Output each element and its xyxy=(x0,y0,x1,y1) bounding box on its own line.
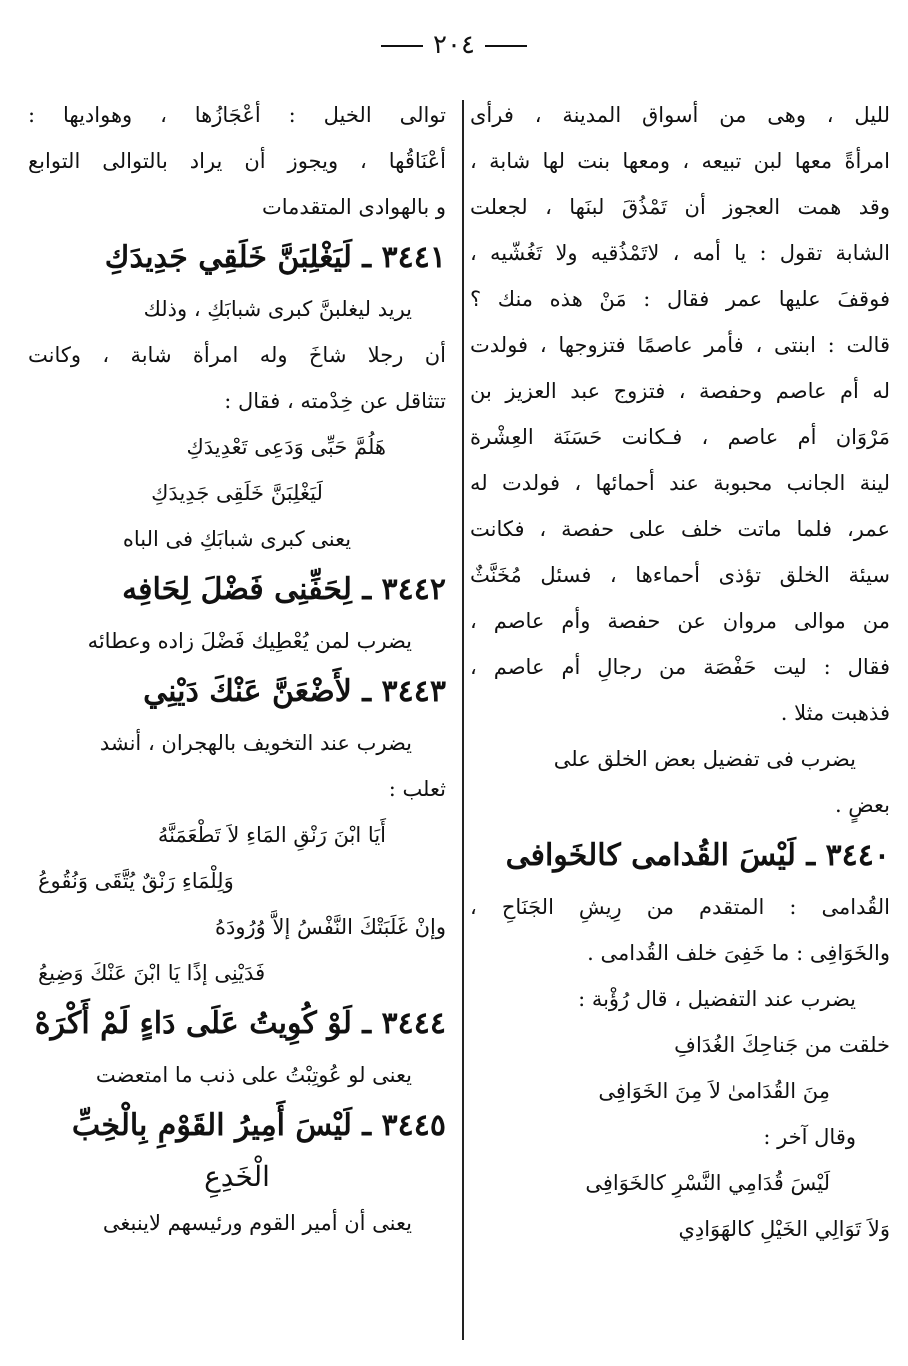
text-line: بعضٍ . xyxy=(834,793,890,817)
text-line: يضرب عند التخويف بالهجران ، أنشد xyxy=(99,731,412,755)
text-line: قالت : ابنتى ، فأمر عاصمًا فتزوجها ، فولدت xyxy=(470,333,890,357)
header-dash xyxy=(485,45,527,47)
text-line: يعنى لو عُوتِبْتُ على ذنب ما امتعضت xyxy=(95,1063,412,1087)
text-line: أعْنَاقُها ، ويجوز أن يراد بالتوالى التوابع xyxy=(28,149,446,173)
text-line: مَرْوَان أم عاصم ، فـكانت حَسَنَة العِشْرة xyxy=(470,425,890,449)
text-line: لينة الجانب محبوبة عند أحمائها ، فولدت له xyxy=(470,471,890,495)
text-line: يريد ليغلبنَّ كبرى شبابَكِ ، وذلك xyxy=(143,297,412,321)
text-line: يعنى أن أمير القوم ورئيسهم لاينبغى xyxy=(102,1211,412,1235)
text-line: امرأةً معها لبن تبيعه ، ومعها بنت لها شابة ، xyxy=(470,149,890,173)
text-line: أن رجلا شاخَ وله امرأة شابة ، وكانت xyxy=(28,343,446,367)
text-line: تتثاقل عن خِدْمته ، فقال : xyxy=(224,389,446,413)
proverb-heading: ٣٤٤١ ـ لَيَغْلِبَنَّ خَلَقِي جَدِيدَكِ xyxy=(104,240,446,275)
text-line: يعنى كبرى شبابَكِ فى الباه xyxy=(122,527,352,551)
text-line: فقال : ليت حَفْصَة من رجالِ أم عاصم ، xyxy=(470,655,890,679)
text-line: من موالى مروان عن حفصة وأم عاصم ، xyxy=(470,609,890,633)
proverb-heading-cont: الْخَدِعِ xyxy=(204,1160,270,1193)
proverb-heading: ٣٤٤٠ ـ لَيْسَ القُدامى كالخَوافى xyxy=(505,838,890,873)
text-line: و بالهوادى المتقدمات xyxy=(261,195,446,219)
text-line: الشابة تقول : يا أمه ، لاتَمْذُقيه ولا تَغُشّيه ، xyxy=(470,241,890,265)
verse-line: وإنْ غَلَبَتْكَ النَّفْسُ إلاَّ وُرُودَهُ xyxy=(215,915,446,939)
text-line: يضرب عند التفضيل ، قال رُؤْبة : xyxy=(578,987,856,1011)
text-line: فذهبت مثلا . xyxy=(780,701,890,725)
verse-line: فَدَيْنِى إذًا يَا ابْنَ عَنْكَ وَضِيعُ xyxy=(38,961,266,985)
proverb-heading: ٣٤٤٤ ـ لَوْ كُوِيتُ عَلَى دَاءٍ لَمْ أَكْرَهْ xyxy=(34,1006,446,1041)
proverb-heading: ٣٤٤٥ ـ لَيْسَ أَمِيرُ القَوْمِ بِالْخِبِّ xyxy=(71,1108,446,1143)
column-divider xyxy=(462,100,464,1340)
left-column xyxy=(28,92,446,1246)
verse-line: خلقت من جَناحِكَ الغُدَافِ xyxy=(674,1033,890,1057)
text-line: لليل ، وهى من أسواق المدينة ، فرأى xyxy=(470,103,890,127)
text-line: فوقفَ عليها عمر فقال : مَنْ هذه منك ؟ xyxy=(470,287,890,311)
text-line: ثعلب : xyxy=(388,777,446,801)
text-line: توالى الخيل : أعْجَازُها ، وهواديها : xyxy=(28,103,446,127)
text-line: سيئة الخلق تؤذى أحماءها ، فسئل مُخَنَّثٌ xyxy=(470,563,890,587)
verse-line: لَيَغْلِبَنَّ خَلَقِى جَدِيدَكِ xyxy=(151,481,323,505)
proverb-heading: ٣٤٤٣ ـ لأَضْعَنَّ عَنْكَ دَيْنِي xyxy=(143,674,446,709)
text-line: وقد همت العجوز أن تَمْذُقَ لبنَها ، لجعلت xyxy=(470,195,890,219)
text-line: له أم عاصم وحفصة ، فتزوج عبد العزيز بن xyxy=(470,379,890,403)
verse-line: وَلاَ تَوَالِي الخَيْلِ كالهَوَادِي xyxy=(678,1217,890,1241)
right-column xyxy=(470,92,890,1252)
header-dash xyxy=(381,45,423,47)
proverb-heading: ٣٤٤٢ ـ لِحَفِّنِى فَضْلَ لِحَافِه xyxy=(122,572,446,607)
page-number: ٢٠٤ xyxy=(433,30,475,60)
verse-line: لَيْسَ قُدَامِي النَّسْرِ كالخَوَافِى xyxy=(585,1171,830,1195)
text-line: يضرب لمن يُعْطِيك فَضْلَ زاده وعطائه xyxy=(87,629,412,653)
verse-line: وَلِلْمَاءِ رَنْقٌ يُتَّقَى وَنُقُوعُ xyxy=(38,869,234,893)
text-line: يضرب فى تفضيل بعض الخلق على xyxy=(553,747,856,771)
text-line: وقال آخر : xyxy=(763,1125,856,1149)
verse-line: مِنَ القُدَامىٰ لاَ مِنَ الخَوَافِى xyxy=(598,1079,830,1103)
page-header xyxy=(0,30,908,60)
text-line: والخَوَافِى : ما خَفِىَ خلف القُدامى . xyxy=(587,941,890,965)
verse-line: أَيَا ابْنَ رَنْقِ المَاءِ لاَ تَطْعَمَنَّهُ xyxy=(157,823,386,847)
verse-line: هَلُمَّ حَبِّى وَدَعِى تَعْدِيدَكِ xyxy=(186,435,386,459)
text-line: القُدامى : المتقدم من رِيشِ الجَنَاحِ ، xyxy=(470,895,890,919)
text-line: عمر، فلما ماتت خلف على حفصة ، فكانت xyxy=(470,517,890,541)
